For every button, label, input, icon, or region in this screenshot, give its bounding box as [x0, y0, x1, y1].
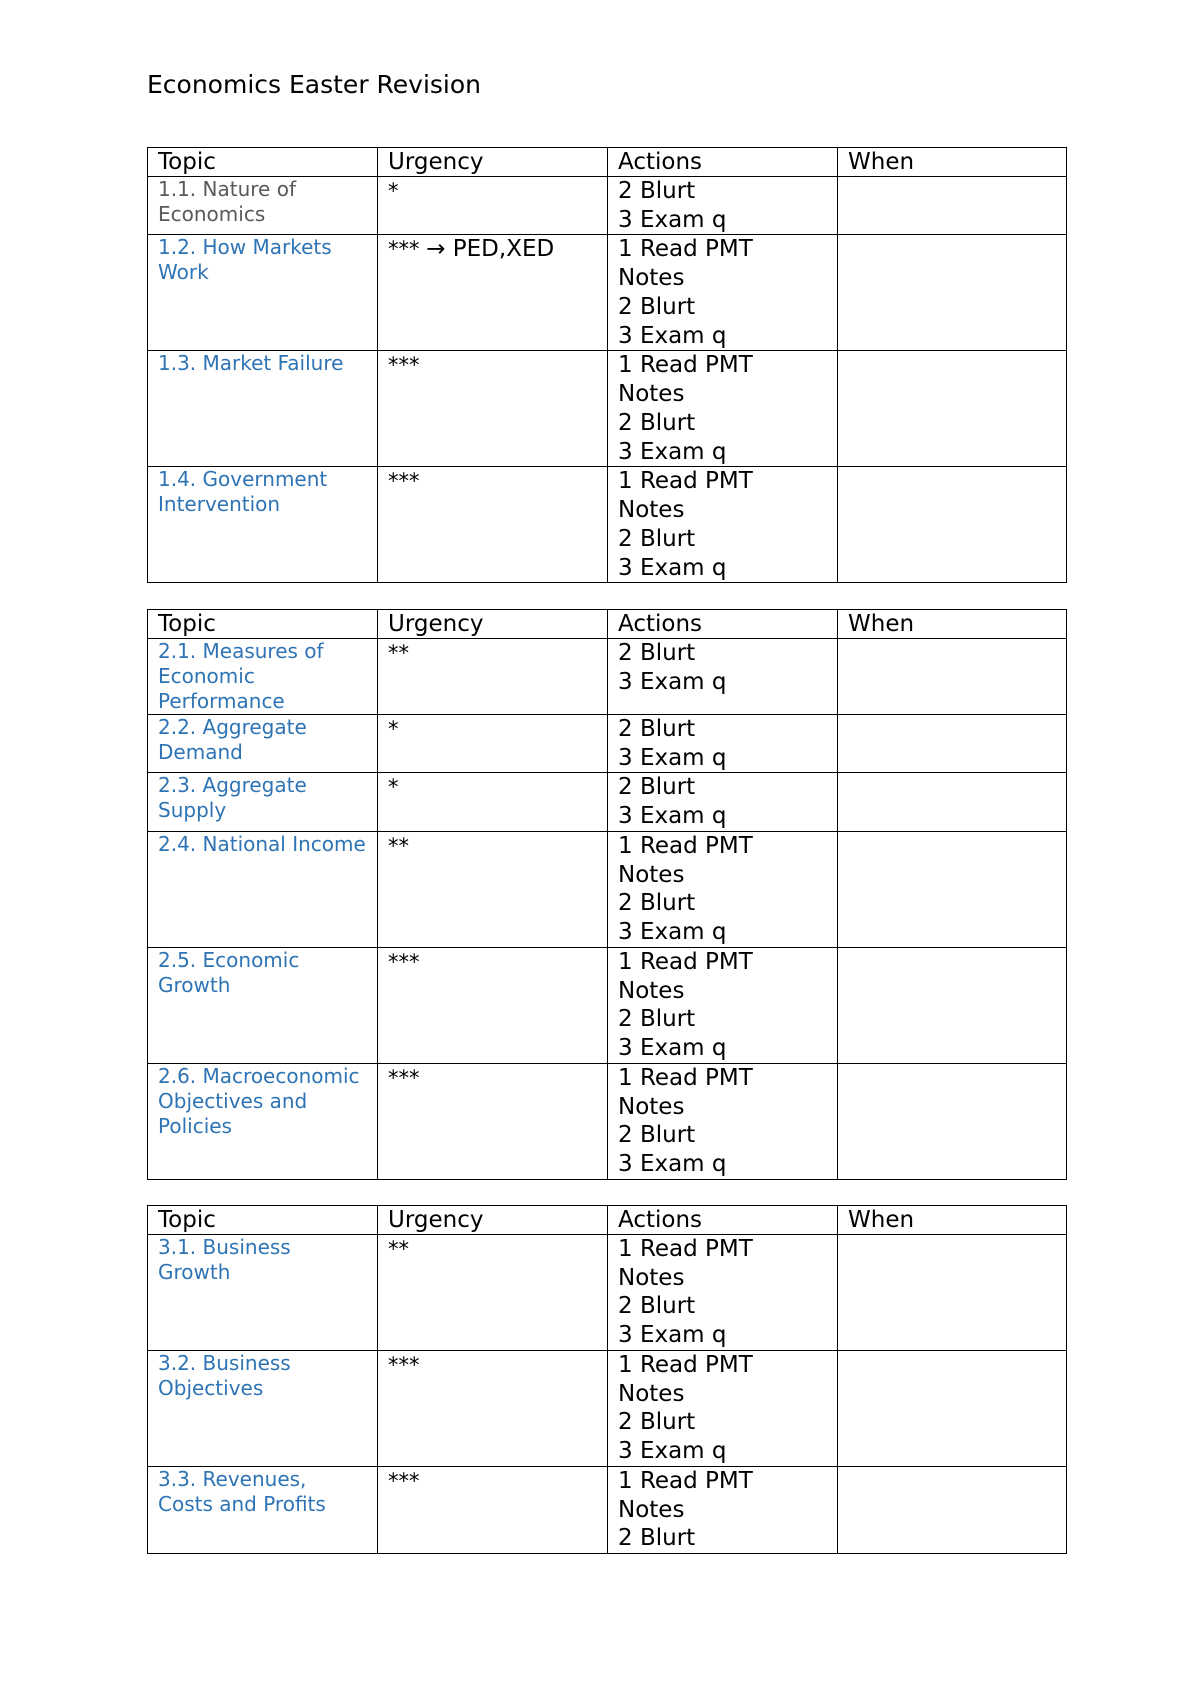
topic-cell: 3.2. Business Objectives [148, 1351, 378, 1467]
topic-cell: 2.1. Measures of Economic Performance [148, 639, 378, 715]
when-cell[interactable] [838, 351, 1067, 467]
urgency-stars: *** [388, 1469, 420, 1493]
actions-cell [608, 715, 838, 773]
urgency-header: Urgency [378, 610, 608, 639]
actions-cell [608, 177, 838, 235]
action-item: Notes [618, 1093, 685, 1120]
urgency-stars: *** [388, 1353, 420, 1377]
action-item: Notes [618, 861, 685, 888]
table-row [148, 1467, 1067, 1554]
table-row [148, 177, 1067, 235]
when-cell[interactable] [838, 177, 1067, 235]
action-item: 3 Exam q [618, 744, 727, 771]
topic-cell: 1.3. Market Failure [148, 351, 378, 467]
urgency-stars: *** [388, 237, 420, 262]
urgency-stars: * [388, 775, 399, 800]
urgency-stars: ** [388, 1237, 409, 1261]
action-item: 2 Blurt [618, 1293, 696, 1320]
urgency-cell [378, 831, 608, 947]
urgency-cell [378, 947, 608, 1063]
actions-cell [608, 235, 838, 351]
when-cell[interactable] [838, 1467, 1067, 1554]
action-item: Notes [618, 497, 685, 524]
topic-cell: 2.6. Macroeconomic Objectives and Policies [148, 1063, 378, 1179]
table-row [148, 947, 1067, 1063]
urgency-stars: *** [388, 949, 420, 974]
action-item: 3 Exam q [618, 554, 727, 581]
urgency-stars: * [388, 717, 399, 741]
when-header: When [838, 148, 1067, 177]
topic-cell: 1.4. Government Intervention [148, 467, 378, 583]
table-row [148, 235, 1067, 351]
when-header: When [838, 1206, 1067, 1235]
actions-header: Actions [608, 610, 838, 639]
action-item: 1 Read PMT [618, 1236, 753, 1262]
page-title: Economics Easter Revision [147, 70, 482, 99]
urgency-cell [378, 351, 608, 467]
actions-header: Actions [608, 1206, 838, 1235]
when-cell[interactable] [838, 639, 1067, 715]
table-row [148, 831, 1067, 947]
revision-table-1 [147, 147, 1067, 583]
actions-cell [608, 947, 838, 1063]
action-item: 2 Blurt [618, 1006, 696, 1033]
topic-cell: 1.2. How Markets Work [148, 235, 378, 351]
topic-header: Topic [148, 610, 378, 639]
action-item: 2 Blurt [618, 409, 696, 436]
action-item: 3 Exam q [618, 668, 727, 695]
urgency-cell [378, 467, 608, 583]
header-row [148, 148, 1067, 177]
action-item: Notes [618, 1264, 685, 1291]
revision-table-3 [147, 1205, 1067, 1554]
topic-cell: 2.3. Aggregate Supply [148, 773, 378, 831]
urgency-cell [378, 1235, 608, 1351]
when-cell[interactable] [838, 467, 1067, 583]
action-item: 3 Exam q [618, 438, 727, 465]
action-item: 3 Exam q [618, 918, 727, 945]
action-item: 1 Read PMT [618, 832, 753, 859]
action-item: 3 Exam q [618, 803, 727, 830]
urgency-cell [378, 1063, 608, 1179]
action-item: Notes [618, 1496, 685, 1523]
when-cell[interactable] [838, 947, 1067, 1063]
urgency-stars: *** [388, 469, 420, 494]
actions-header: Actions [608, 148, 838, 177]
table-row [148, 773, 1067, 831]
when-header: When [838, 610, 1067, 639]
actions-cell [608, 831, 838, 947]
urgency-stars: ** [388, 641, 409, 665]
action-item: 2 Blurt [618, 774, 696, 801]
action-item: 2 Blurt [618, 716, 696, 742]
action-item: Notes [618, 1380, 685, 1407]
table-row [148, 715, 1067, 773]
topic-cell: 2.5. Economic Growth [148, 947, 378, 1063]
actions-cell [608, 1063, 838, 1179]
table-row [148, 1063, 1067, 1179]
actions-cell [608, 773, 838, 831]
urgency-cell [378, 177, 608, 235]
when-cell[interactable] [838, 1063, 1067, 1179]
action-item: 2 Blurt [618, 525, 696, 552]
urgency-stars: * [388, 179, 399, 203]
topic-cell: 3.3. Revenues, Costs and Profits [148, 1467, 378, 1554]
actions-cell [608, 1351, 838, 1467]
urgency-cell [378, 773, 608, 831]
action-item: 2 Blurt [618, 640, 696, 666]
when-cell[interactable] [838, 235, 1067, 351]
action-item: 1 Read PMT [618, 236, 753, 263]
action-item: 2 Blurt [618, 1409, 696, 1436]
action-item: 1 Read PMT [618, 468, 753, 495]
urgency-stars: *** [388, 353, 420, 378]
actions-cell [608, 1235, 838, 1351]
table-row [148, 1351, 1067, 1467]
action-item: 1 Read PMT [618, 948, 753, 975]
when-cell[interactable] [838, 831, 1067, 947]
action-item: 1 Read PMT [618, 1352, 753, 1378]
topic-header: Topic [148, 1206, 378, 1235]
action-item: 1 Read PMT [618, 1468, 753, 1494]
action-item: 2 Blurt [618, 293, 696, 320]
when-cell[interactable] [838, 1351, 1067, 1467]
actions-cell [608, 351, 838, 467]
table-row [148, 1235, 1067, 1351]
action-item: 2 Blurt [618, 1525, 696, 1552]
action-item: 1 Read PMT [618, 352, 753, 379]
urgency-cell [378, 1351, 608, 1467]
actions-cell [608, 639, 838, 715]
action-item: Notes [618, 265, 685, 292]
topic-cell: 2.4. National Income [148, 831, 378, 947]
header-row [148, 610, 1067, 639]
action-item: 3 Exam q [618, 1150, 727, 1177]
action-item: 3 Exam q [618, 1438, 727, 1465]
topic-cell: 3.1. Business Growth [148, 1235, 378, 1351]
topic-cell: 1.1. Nature of Economics [148, 177, 378, 235]
urgency-header: Urgency [378, 148, 608, 177]
table-row [148, 467, 1067, 583]
urgency-stars: *** [388, 1065, 420, 1090]
action-item: Notes [618, 381, 685, 408]
urgency-cell [378, 715, 608, 773]
urgency-cell [378, 235, 608, 351]
header-row [148, 1206, 1067, 1235]
action-item: 3 Exam q [618, 206, 727, 233]
action-item: 3 Exam q [618, 1034, 727, 1061]
urgency-cell [378, 639, 608, 715]
action-item: 3 Exam q [618, 322, 727, 349]
urgency-cell [378, 1467, 608, 1554]
actions-cell [608, 1467, 838, 1554]
action-item: 2 Blurt [618, 178, 696, 204]
topic-cell: 2.2. Aggregate Demand [148, 715, 378, 773]
action-item: 2 Blurt [618, 1122, 696, 1149]
when-cell[interactable] [838, 773, 1067, 831]
action-item: 2 Blurt [618, 890, 696, 917]
urgency-header: Urgency [378, 1206, 608, 1235]
when-cell[interactable] [838, 1235, 1067, 1351]
topic-header: Topic [148, 148, 378, 177]
revision-table-2 [147, 609, 1067, 1180]
actions-cell [608, 467, 838, 583]
when-cell[interactable] [838, 715, 1067, 773]
urgency-note: → PED,XED [426, 236, 555, 263]
table-row [148, 351, 1067, 467]
action-item: Notes [618, 977, 685, 1004]
table-row [148, 639, 1067, 715]
action-item: 1 Read PMT [618, 1064, 753, 1091]
action-item: 3 Exam q [618, 1322, 727, 1349]
urgency-stars: ** [388, 833, 409, 858]
